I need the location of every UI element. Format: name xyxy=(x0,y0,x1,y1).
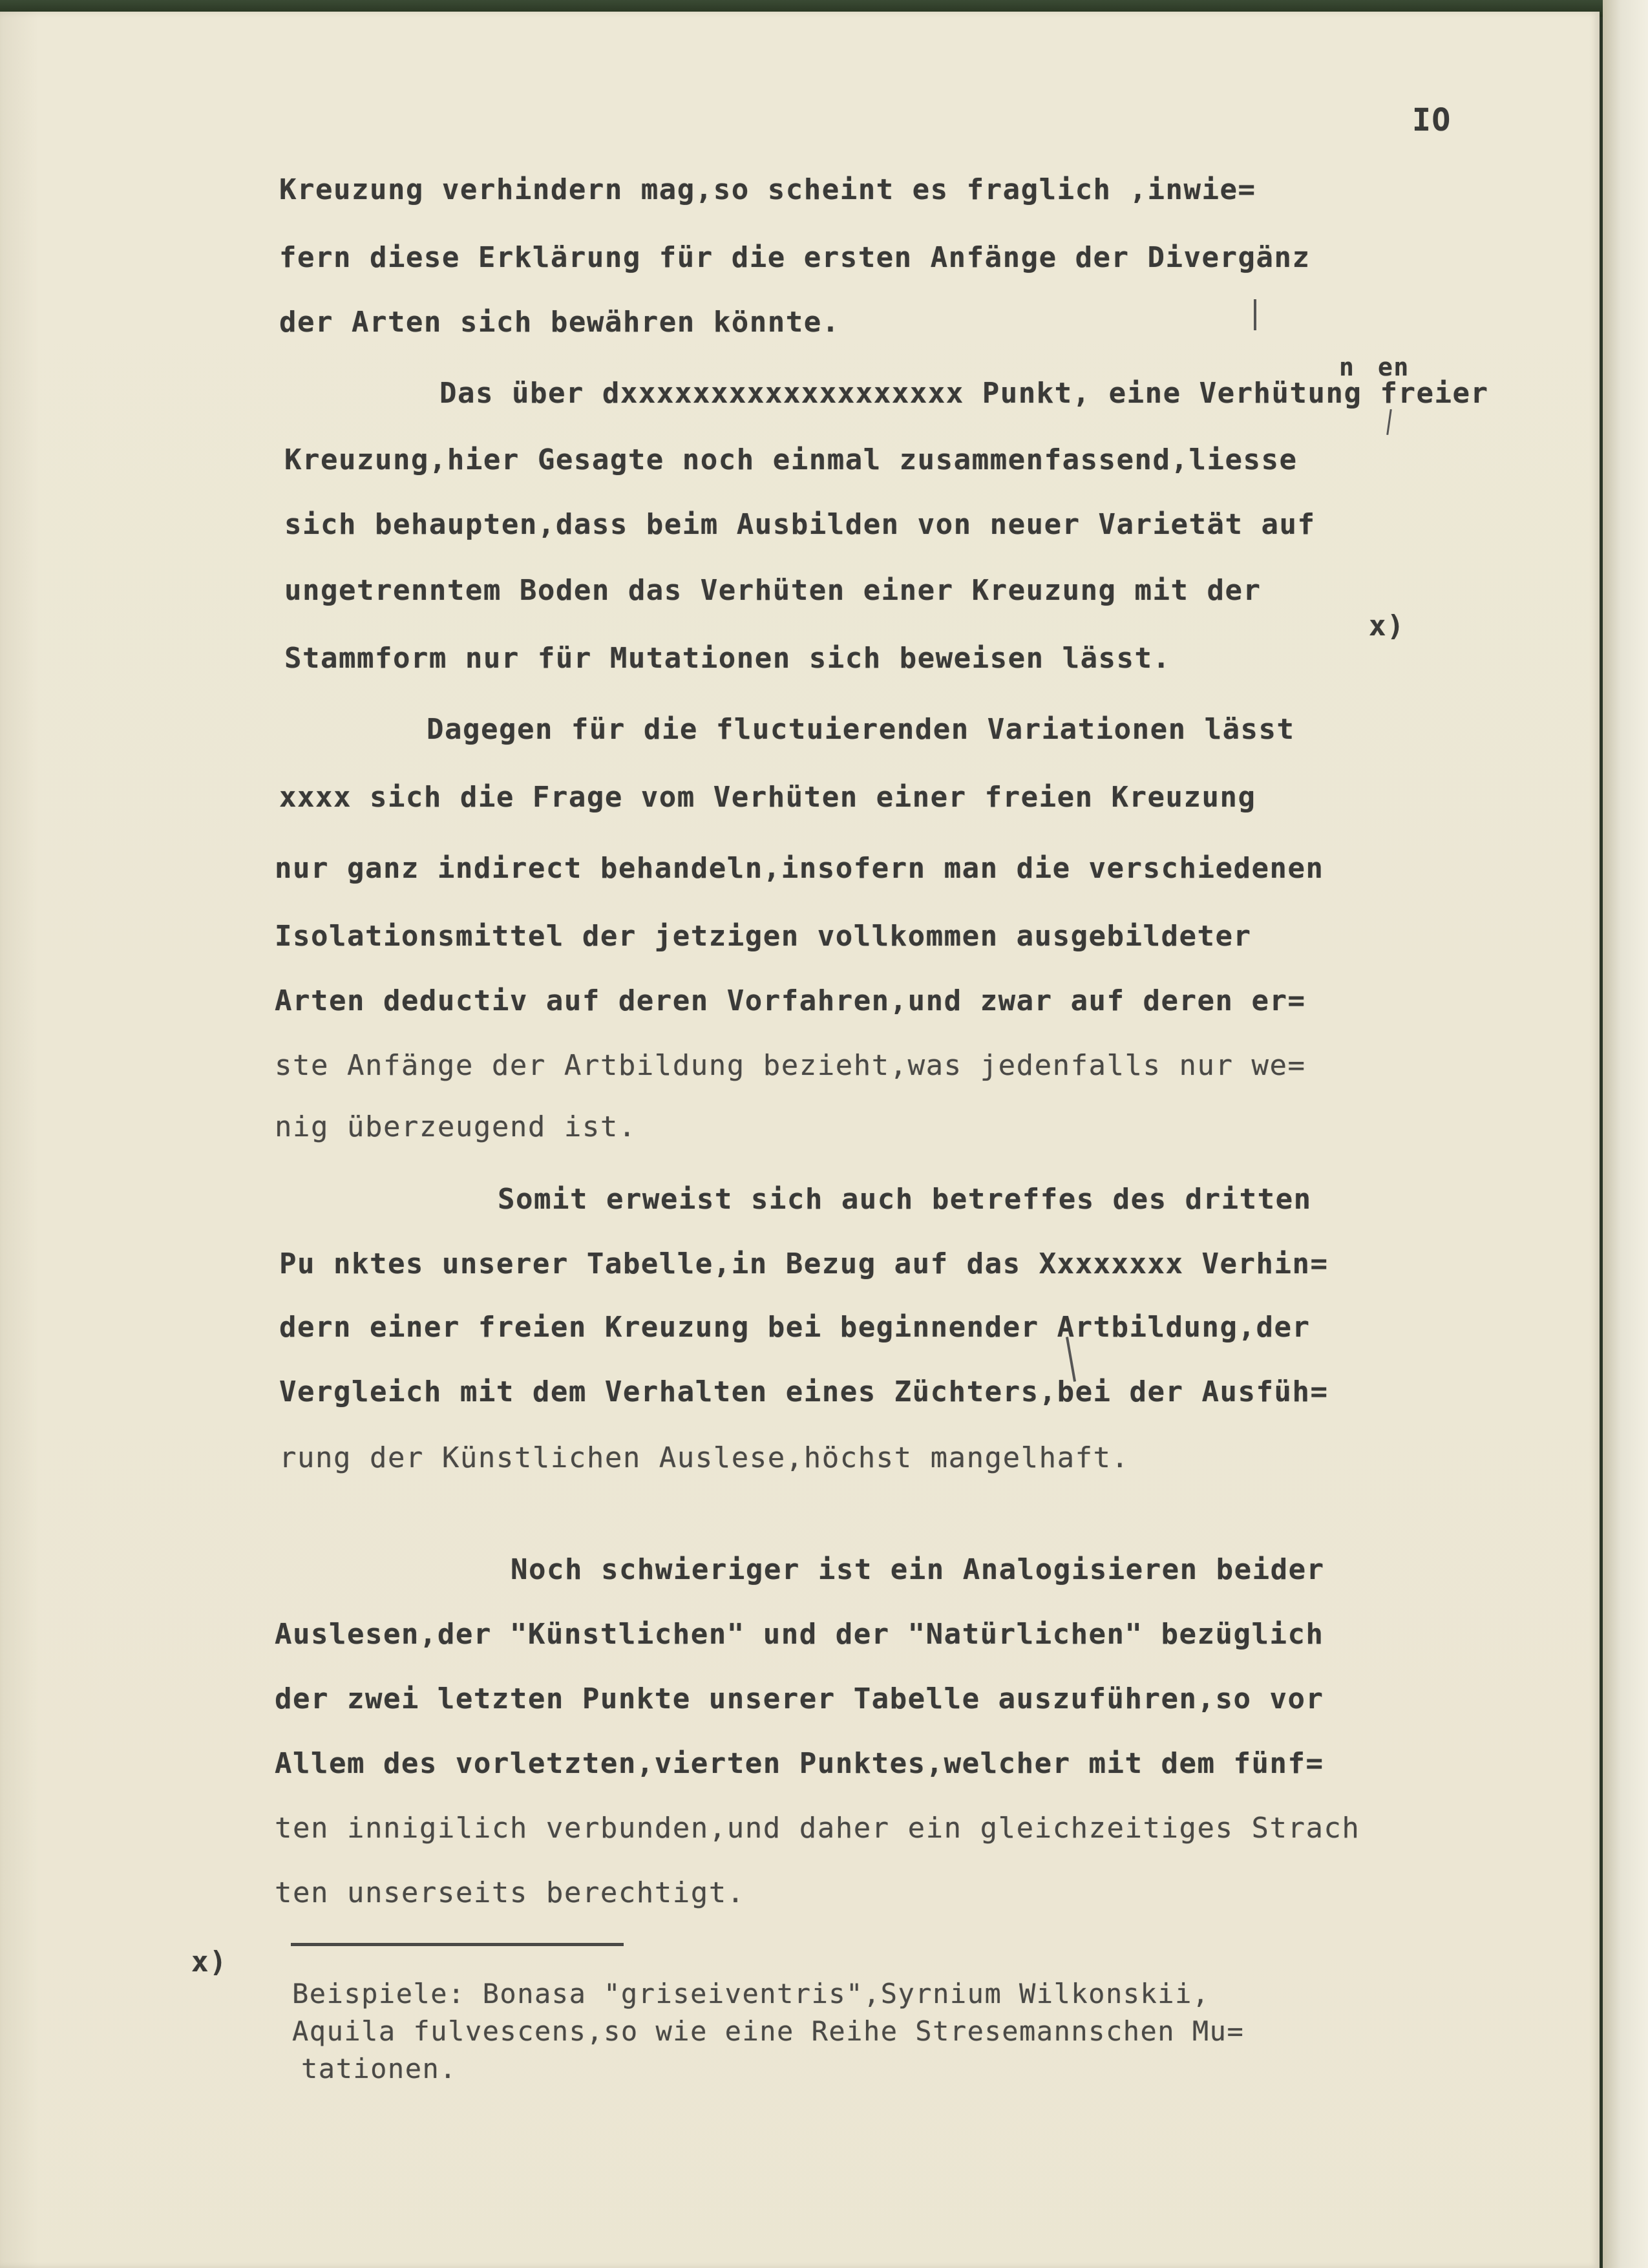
text-line: xxxx sich die Frage vom Verhüten einer freien Kreuzung xyxy=(279,781,1256,814)
handwritten-insertion: en xyxy=(1378,353,1410,381)
text-line: ten unserseits berechtigt. xyxy=(275,1876,745,1909)
footnote-line: Aquila fulvescens,so wie eine Reihe Stresemannschen Mu= xyxy=(292,2015,1245,2047)
scanner-background-edge xyxy=(1603,0,1648,2268)
text-line: Dagegen für die fluctuierenden Variationen lässt xyxy=(427,713,1295,746)
text-line: Arten deductiv auf deren Vorfahren,und zwar auf deren er= xyxy=(275,984,1306,1017)
footnote-mark: x) xyxy=(191,1945,227,1978)
text-line: Allem des vorletzten,vierten Punktes,welcher mit dem fünf= xyxy=(275,1747,1324,1780)
text-line: Kreuzung,hier Gesagte noch einmal zusammenfassend,liesse xyxy=(284,443,1298,476)
text-line: der zwei letzten Punkte unserer Tabelle auszuführen,so vor xyxy=(275,1682,1324,1715)
text-line: sich behaupten,dass beim Ausbilden von neuer Varietät auf xyxy=(284,508,1316,541)
text-line: Kreuzung verhindern mag,so scheint es fraglich ,inwie= xyxy=(279,173,1256,206)
text-line: fern diese Erklärung für die ersten Anfänge der Divergänz xyxy=(279,241,1311,274)
footnote-separator xyxy=(291,1943,624,1946)
footnote-line: Beispiele: Bonasa "griseiventris",Syrnium Wilkonskii, xyxy=(292,1978,1210,2009)
typewritten-page xyxy=(0,12,1600,2268)
footnote-line: tationen. xyxy=(301,2053,458,2084)
page-number: IO xyxy=(1412,102,1452,138)
text-line: dern einer freien Kreuzung bei beginnender Artbildung,der xyxy=(279,1311,1311,1344)
text-line: Isolationsmittel der jetzigen vollkommen ausgebildeter xyxy=(275,920,1252,953)
text-line: Auslesen,der "Künstlichen" und der "Natürlichen" bezüglich xyxy=(275,1618,1324,1651)
text-line: ste Anfänge der Artbildung bezieht,was jedenfalls nur we= xyxy=(275,1049,1306,1082)
text-line: Das über dxxxxxxxxxxxxxxxxxxx Punkt, eine Verhütung freier xyxy=(439,377,1489,410)
text-line: ungetrenntem Boden das Verhüten einer Kreuzung mit der xyxy=(284,574,1262,607)
pen-mark xyxy=(1386,409,1392,435)
text-line: nur ganz indirect behandeln,insofern man die verschiedenen xyxy=(275,852,1324,885)
text-line: Vergleich mit dem Verhalten eines Züchters,bei der Ausfüh= xyxy=(279,1375,1329,1408)
pen-mark xyxy=(1254,299,1256,330)
text-line: Stammform nur für Mutationen sich beweisen lässt. xyxy=(284,642,1171,675)
text-line: Pu nktes unserer Tabelle,in Bezug auf das Xxxxxxxx Verhin= xyxy=(279,1247,1329,1280)
footnote-reference: x) xyxy=(1369,609,1405,642)
text-line: nig überzeugend ist. xyxy=(275,1110,637,1143)
text-line: der Arten sich bewähren könnte. xyxy=(279,306,840,339)
text-line: rung der Künstlichen Auslese,höchst mangelhaft. xyxy=(279,1441,1130,1474)
text-line: ten innigilich verbunden,und daher ein gleichzeitiges Strach xyxy=(275,1812,1360,1845)
text-line: Somit erweist sich auch betreffes des dritten xyxy=(498,1183,1312,1216)
text-line: Noch schwieriger ist ein Analogisieren beider xyxy=(511,1553,1325,1586)
handwritten-insertion: n xyxy=(1339,353,1355,381)
